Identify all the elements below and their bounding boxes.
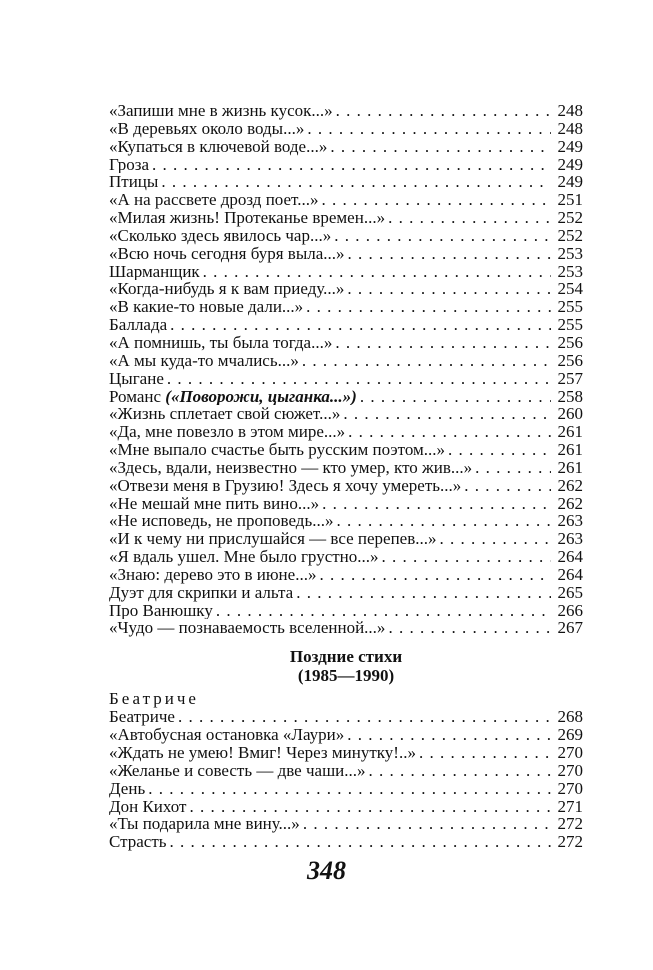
toc-entry-title xyxy=(109,334,335,352)
section-years: (1985—1990) xyxy=(297,666,395,686)
toc-entry-page: 272 xyxy=(557,815,583,834)
toc-entry xyxy=(109,566,583,584)
toc-entry-page: 258 xyxy=(557,387,583,406)
toc-entry-title xyxy=(109,833,170,851)
toc-entry-title-text: «В деревьях около воды...» xyxy=(109,119,305,138)
toc-entry-title xyxy=(109,815,303,833)
toc-entry-page: 262 xyxy=(557,476,583,495)
toc-leader-dots xyxy=(189,798,551,816)
toc-entry xyxy=(109,405,583,423)
toc-entry-title xyxy=(109,726,347,744)
toc-entry-title xyxy=(109,602,216,620)
toc-entry-title xyxy=(109,191,321,209)
toc-leader-dots xyxy=(203,263,551,281)
toc-entry-page: 251 xyxy=(557,191,583,210)
toc-entry-page: 264 xyxy=(557,565,583,584)
toc-entry-page: 256 xyxy=(557,333,583,352)
toc-entry-title-text: «Ждать не умею! Вмиг! Через минутку!..» xyxy=(109,744,416,762)
page-number: 348 xyxy=(307,856,346,885)
toc-entry xyxy=(109,584,583,602)
section-heading: Поздние стихи xyxy=(289,647,403,667)
toc-entry xyxy=(109,352,583,370)
toc-entry xyxy=(109,477,583,495)
toc-entry-page: 253 xyxy=(557,244,583,263)
toc-entry xyxy=(109,619,583,637)
toc-entry-title xyxy=(109,209,388,227)
toc-leader-dots xyxy=(319,566,551,584)
toc-leader-dots xyxy=(347,726,551,744)
toc-entry-page: 261 xyxy=(557,423,583,442)
toc-entry-page: 270 xyxy=(557,761,583,780)
toc-leader-dots xyxy=(343,405,551,423)
toc-leader-dots xyxy=(348,423,551,441)
toc-entry-title-text: «Ты подарила мне вину...» xyxy=(109,815,300,834)
toc-entry xyxy=(109,726,583,744)
toc-entry-title xyxy=(109,477,464,495)
toc-entry-title-italic: («Поворожи, цыганка...») xyxy=(165,387,357,406)
toc-leader-dots xyxy=(302,352,551,370)
toc-entry-title-text: «Не исповедь, не проповедь...» xyxy=(109,512,334,531)
toc-entry xyxy=(109,334,583,352)
toc-entry-title-text: Гроза xyxy=(109,155,150,174)
toc-leader-dots xyxy=(306,298,551,316)
toc-entry-title xyxy=(109,298,306,316)
toc-entry-title xyxy=(109,798,189,816)
toc-entry-title-text: «Мне выпало счастье быть русским поэтом...» xyxy=(109,441,446,459)
toc-entry-title-text: Птицы xyxy=(109,173,159,192)
toc-entry-title-text: «И к чему ни прислушайся — все перепев...» xyxy=(109,530,437,549)
toc-entry-page: 262 xyxy=(557,494,583,513)
toc-entry-page: 271 xyxy=(557,797,583,816)
toc-entry-title-text: Страсть xyxy=(109,833,167,852)
toc-entry-title xyxy=(109,708,178,726)
toc-entry-title xyxy=(109,619,388,637)
toc-leader-dots xyxy=(335,334,551,352)
toc-entry xyxy=(109,512,583,530)
toc-entry-title-text: Баллада xyxy=(109,316,168,334)
toc-entry xyxy=(109,120,583,138)
toc-entry-title-text: «Купаться в ключевой воде...» xyxy=(109,137,328,156)
toc-entry xyxy=(109,602,583,620)
toc-entry-title xyxy=(109,173,161,191)
toc-leader-dots xyxy=(382,548,551,566)
toc-entry-title xyxy=(109,102,336,120)
toc-entry-title xyxy=(109,405,343,423)
toc-entry-page: 264 xyxy=(557,548,583,566)
toc-leader-dots xyxy=(148,780,551,798)
toc-entry-title-text: «Сколько здесь явилось чар...» xyxy=(109,226,332,245)
toc-entry-title-text: «Милая жизнь! Протеканье времен...» xyxy=(109,209,386,227)
toc-entry-title-text: «Жизнь сплетает свой сюжет...» xyxy=(109,405,341,424)
toc-leader-dots xyxy=(336,102,551,120)
toc-leader-dots xyxy=(161,173,551,191)
toc-entry xyxy=(109,316,583,334)
toc-entry-page: 256 xyxy=(557,351,583,370)
toc-entry xyxy=(109,780,583,798)
table-of-contents xyxy=(109,102,583,851)
toc-entry-title-text: «Знаю: дерево это в июне...» xyxy=(109,565,317,584)
toc-leader-dots xyxy=(369,762,551,780)
toc-entry-title-text: «А помнишь, ты была тогда...» xyxy=(109,333,333,352)
toc-leader-dots xyxy=(322,495,551,513)
toc-entry-title xyxy=(109,459,475,477)
toc-entry-page: 263 xyxy=(557,530,583,549)
section-title xyxy=(109,647,583,685)
toc-entry-page: 248 xyxy=(557,119,583,138)
toc-entry-title xyxy=(109,762,369,780)
toc-entry-title-text: «Чудо — познаваемость вселенной...» xyxy=(109,619,386,638)
toc-leader-dots xyxy=(388,209,551,227)
toc-entry-title-text: «Здесь, вдали, неизвестно — кто умер, кто жив...» xyxy=(109,458,473,477)
toc-entry-title-text: «Да, мне повезло в этом мире...» xyxy=(109,423,346,442)
toc-entry xyxy=(109,459,583,477)
toc-entry-title-text: «А мы куда-то мчались...» xyxy=(109,351,299,370)
toc-entry-page: 248 xyxy=(557,102,583,120)
toc-entry xyxy=(109,156,583,174)
toc-entry xyxy=(109,173,583,191)
toc-entry xyxy=(109,744,583,762)
toc-entry xyxy=(109,209,583,227)
toc-entry-title xyxy=(109,156,152,174)
toc-entry-title xyxy=(109,744,419,762)
toc-entry-title xyxy=(109,227,334,245)
toc-entry-title-text: «Запиши мне в жизнь кусок...» xyxy=(109,102,333,120)
toc-entry-title-text: «Автобусная остановка «Лаури» xyxy=(109,726,345,744)
toc-leader-dots xyxy=(348,245,551,263)
toc-leader-dots xyxy=(336,512,551,530)
toc-entry xyxy=(109,227,583,245)
toc-entry-title-text: «Отвези меня в Грузию! Здесь я хочу умереть...» xyxy=(109,476,462,495)
toc-entry-title-text: «Когда-нибудь я к вам приеду...» xyxy=(109,280,345,299)
toc-entry-title-text: «Всю ночь сегодня буря выла...» xyxy=(109,244,345,263)
toc-entry xyxy=(109,370,583,388)
toc-entry-page: 260 xyxy=(557,405,583,424)
toc-leader-dots xyxy=(170,316,551,334)
toc-entry-page: 270 xyxy=(557,744,583,762)
toc-leader-dots xyxy=(347,280,551,298)
toc-entry xyxy=(109,833,583,851)
toc-entry-title xyxy=(109,316,170,334)
toc-entry-title xyxy=(109,441,448,459)
toc-entry xyxy=(109,388,583,406)
toc-entry-title xyxy=(109,780,148,798)
toc-entry-title xyxy=(109,352,302,370)
toc-entry-title-text: «Не мешай мне пить вино...» xyxy=(109,494,320,513)
toc-leader-dots xyxy=(178,708,551,726)
toc-entry-page: 269 xyxy=(557,726,583,744)
toc-leader-dots xyxy=(303,815,551,833)
toc-entry-title-text: Дуэт для скрипки и альта xyxy=(109,583,294,602)
toc-entry xyxy=(109,280,583,298)
toc-entry-title xyxy=(109,120,307,138)
toc-entry-title xyxy=(109,280,347,298)
toc-entry-title-text: День xyxy=(109,779,146,798)
toc-entry xyxy=(109,762,583,780)
toc-entry-title-text: «А на рассвете дрозд поет...» xyxy=(109,191,319,210)
toc-entry-title xyxy=(109,512,336,530)
toc-entry xyxy=(109,138,583,156)
toc-entry-title-text: «Я вдаль ушел. Мне было грустно...» xyxy=(109,548,379,566)
toc-entry-title-text: Беатриче xyxy=(109,708,175,727)
toc-leader-dots xyxy=(334,227,551,245)
toc-entry-page: 249 xyxy=(557,155,583,174)
toc-list-part2 xyxy=(109,708,583,851)
toc-entry-page: 272 xyxy=(557,833,583,852)
toc-entry-page: 255 xyxy=(557,298,583,317)
toc-entry-page: 255 xyxy=(557,316,583,334)
toc-entry xyxy=(109,708,583,726)
toc-entry-page: 252 xyxy=(557,226,583,245)
toc-entry-title-text: Шарманщик xyxy=(109,262,200,281)
toc-entry-title xyxy=(109,388,360,406)
toc-entry-title-text: Про Ванюшку xyxy=(109,601,213,620)
toc-leader-dots xyxy=(321,191,551,209)
toc-entry-title xyxy=(109,263,203,281)
toc-entry-title-text: «В какие-то новые дали...» xyxy=(109,298,304,317)
toc-leader-dots xyxy=(440,530,552,548)
toc-entry-title xyxy=(109,584,296,602)
toc-entry-title-text: Романс xyxy=(109,387,162,406)
toc-leader-dots xyxy=(296,584,551,602)
toc-entry-page: 254 xyxy=(557,280,583,299)
toc-entry xyxy=(109,495,583,513)
toc-leader-dots xyxy=(216,602,551,620)
toc-entry xyxy=(109,191,583,209)
toc-entry xyxy=(109,798,583,816)
toc-leader-dots xyxy=(170,833,551,851)
toc-leader-dots xyxy=(464,477,551,495)
toc-entry xyxy=(109,263,583,281)
toc-entry-page: 268 xyxy=(557,708,583,727)
toc-entry-page: 261 xyxy=(557,458,583,477)
toc-leader-dots xyxy=(388,619,551,637)
toc-entry-page: 249 xyxy=(557,137,583,156)
toc-leader-dots xyxy=(330,138,551,156)
toc-entry xyxy=(109,298,583,316)
toc-entry-page: 265 xyxy=(557,583,583,602)
toc-entry-title-text: «Желанье и совесть — две чаши...» xyxy=(109,761,366,780)
toc-entry-page: 253 xyxy=(557,262,583,281)
toc-entry-title xyxy=(109,370,167,388)
toc-entry-title xyxy=(109,530,440,548)
toc-entry-page: 261 xyxy=(557,441,583,459)
toc-list-part1 xyxy=(109,102,583,637)
toc-entry-page: 270 xyxy=(557,779,583,798)
toc-entry-page: 263 xyxy=(557,512,583,531)
toc-entry-title xyxy=(109,495,322,513)
cycle-subheading: Беатриче xyxy=(109,689,199,709)
toc-entry-page: 249 xyxy=(557,173,583,192)
toc-entry-title xyxy=(109,245,348,263)
toc-leader-dots xyxy=(152,156,551,174)
toc-entry xyxy=(109,245,583,263)
toc-leader-dots xyxy=(419,744,551,762)
toc-leader-dots xyxy=(307,120,551,138)
toc-entry-title xyxy=(109,138,330,156)
toc-entry xyxy=(109,548,583,566)
toc-entry xyxy=(109,530,583,548)
toc-leader-dots xyxy=(167,370,551,388)
toc-entry-page: 266 xyxy=(557,601,583,620)
toc-leader-dots xyxy=(475,459,551,477)
toc-entry xyxy=(109,815,583,833)
toc-entry-page: 267 xyxy=(557,619,583,638)
toc-leader-dots xyxy=(448,441,551,459)
toc-entry xyxy=(109,423,583,441)
toc-entry-title xyxy=(109,566,319,584)
toc-entry-title-text: Дон Кихот xyxy=(109,797,187,816)
toc-entry-page: 252 xyxy=(557,209,583,227)
toc-entry xyxy=(109,441,583,459)
toc-entry xyxy=(109,102,583,120)
toc-leader-dots xyxy=(360,388,551,406)
toc-entry-page: 257 xyxy=(557,369,583,388)
toc-entry-title xyxy=(109,548,382,566)
toc-entry-title-text: Цыгане xyxy=(109,369,164,388)
toc-entry-title xyxy=(109,423,348,441)
